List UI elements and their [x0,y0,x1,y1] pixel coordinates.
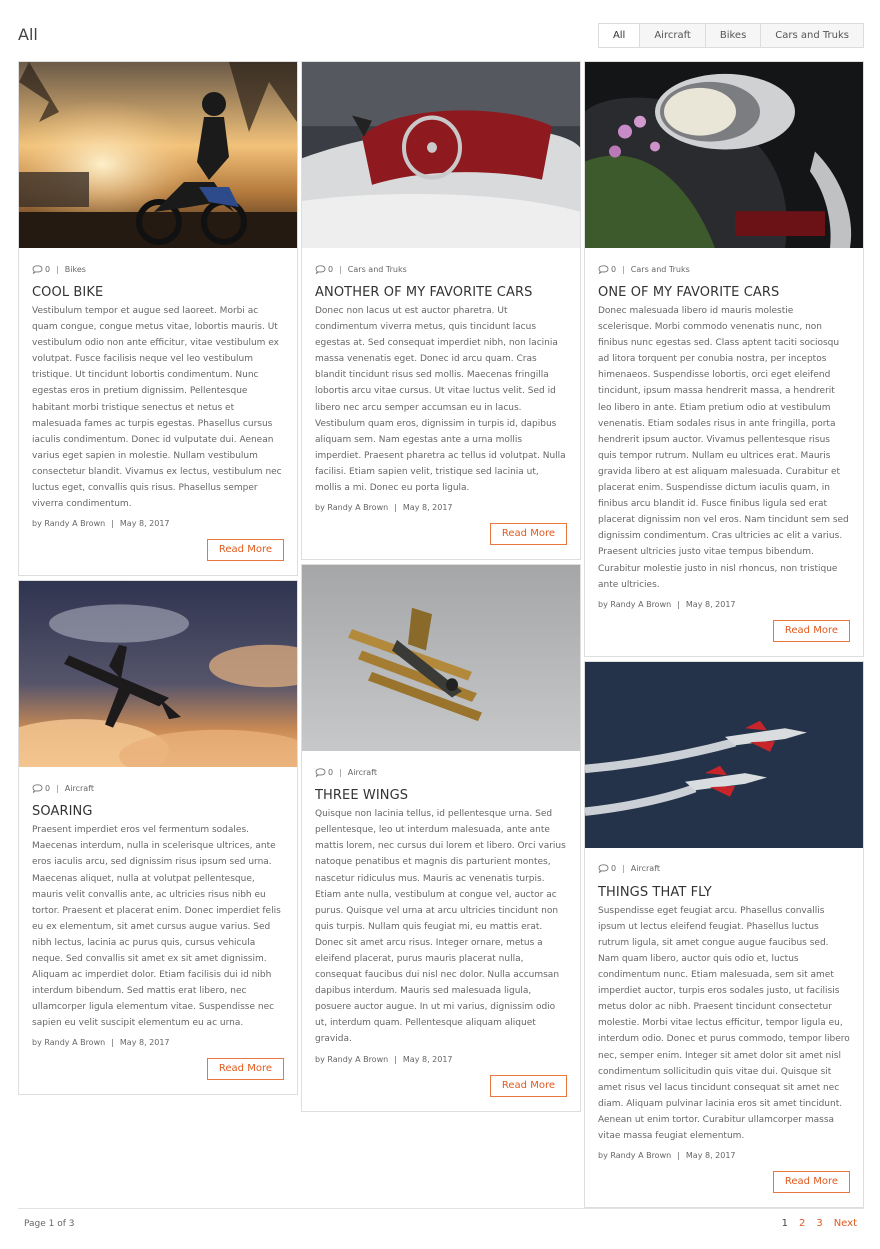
comment-icon [598,265,609,274]
meta-separator: | [622,264,625,274]
post-date: May 8, 2017 [685,599,736,609]
post-card-soaring [18,580,298,1095]
post-byline: by Randy A Brown | May 8, 2017 [32,519,170,529]
post-author[interactable]: by Randy A Brown [32,1038,106,1048]
post-author[interactable]: by Randy A Brown [598,1151,672,1161]
post-card-cool-bike [18,61,298,576]
post-date: May 8, 2017 [685,1151,736,1161]
post-card-one-favorite-cars [584,61,864,657]
pagination [782,1218,857,1229]
grid-column-3 [584,61,864,1212]
post-excerpt: Praesent imperdiet eros vel fermentum sodales. Maecenas interdum, nulla in scelerisque ultrices, ante eros iaculis arcu, sed dignissim risus ipsum sed urna. Maecenas aliquet, nulla at volutpat pellentesque, mauris velit convallis ante, ac ultricies risus nibh eu tortor. Praesent et placerat enim. Donec imperdiet felis eu ex elementum, sit amet cursus augue varius. Sed nibh lectus, lacinia ac purus quis, cursus vehicula neque. Sed convallis sit amet ex sit amet dignissim. Aliquam ac imperdiet dolor. Etiam facilisis dui id nibh interdum bibendum. Sed mattis erat libero, nec ullamcorper ligula elementum vitae. Suspendisse nec sapien eu velit suscipit elementum eu ac urna. [32,825,281,1029]
post-image-another-favorite-cars[interactable] [302,62,580,248]
post-author[interactable]: by Randy A Brown [315,1054,389,1064]
post-category[interactable]: Aircraft [64,783,95,793]
post-author[interactable]: by Randy A Brown [32,519,106,529]
read-more-button[interactable]: Read More [490,523,567,545]
post-meta [598,862,850,876]
post-byline: by Randy A Brown | May 8, 2017 [315,1054,453,1064]
post-image-one-favorite-cars[interactable] [585,62,863,248]
post-byline: by Randy A Brown | May 8, 2017 [598,599,736,609]
filter-aircraft[interactable]: Aircraft [640,24,706,47]
meta-separator: | [56,783,59,793]
grid-column-2 [301,61,581,1116]
comment-count[interactable]: 0 [45,264,51,274]
meta-separator: | [339,767,342,777]
post-category[interactable]: Aircraft [347,767,378,777]
meta-separator: | [56,264,59,274]
post-meta [315,765,567,779]
read-more-button[interactable]: Read More [207,1058,284,1080]
post-title[interactable]: THINGS THAT FLY [598,884,712,900]
post-image-things-that-fly[interactable] [585,662,863,848]
comment-count[interactable]: 0 [328,264,334,274]
post-byline: by Randy A Brown | May 8, 2017 [315,503,453,513]
page-link-1[interactable]: 1 [781,1218,788,1229]
post-image-cool-bike[interactable] [19,62,297,248]
post-card-another-favorite-cars [301,61,581,560]
post-card-things-that-fly [584,661,864,1208]
post-excerpt: Donec malesuada libero id mauris molestie scelerisque. Morbi commodo venenatis nunc, non finibus nunc egestas sed. Class aptent taciti sociosqu ad litora torquent per conubia nostra, per inceptos himenaeos. Suspendisse lobortis, orci eget eleifend tincidunt, ipsum massa hendrerit massa, a hendrerit leo libero in ante. Etiam pretium odio at vestibulum venenatis. Etiam sodales risus in ante fringilla, porta hendrerit ipsum auctor. Vivamus pellentesque risus quis tempor rutrum. Nullam eu ultrices erat. Mauris gravida libero at est aliquam malesuada. Curabitur et placerat enim. Suspendisse dictum iaculis quam, in finibus arcu blandit id. Fusce finibus ligula sed erat placerat dignissim non vel eros. Nam tincidunt sem sed dignissim condimentum. Cras ultricies ac elit a varius. Praesent ultricies justo vitae tempus bibendum. Curabitur molestie justo in nisl rhoncus, non tristique ante ultricies. [598,306,849,590]
post-date: May 8, 2017 [402,1054,453,1064]
comment-icon [598,864,609,873]
meta-separator: | [622,864,625,874]
comment-icon [315,265,326,274]
read-more-button[interactable]: Read More [773,1171,850,1193]
post-date: May 8, 2017 [402,503,453,513]
comment-count[interactable]: 0 [611,264,617,274]
post-meta [315,262,567,276]
post-excerpt: Suspendisse eget feugiat arcu. Phasellus convallis ipsum ut lectus eleifend feugiat. Phasellus luctus rutrum ligula, sit amet congue augue faucibus sed. Nam quam libero, auctor quis odio et, luctus condimentum nunc. Etiam malesuada, sem sit amet imperdiet auctor, turpis eros sodales justo, ut facilisis metus dolor ac nibh. Praesent tincidunt consectetur molestie. Morbi vitae lectus efficitur, tempor ligula eu, interdum odio. Donec et purus commodo, tempor libero nec, semper enim. Integer sit amet dolor sit amet nisl condimentum sollicitudin quis vitae dui. Quisque sit amet risus vel lacus tincidunt consequat sit amet nec diam. Aliquam pulvinar lacinia eros sit amet tincidunt. Aenean ut enim tortor. Curabitur ullamcorper massa vitae massa feugiat elementum. [598,905,850,1141]
post-image-three-wings[interactable] [302,565,580,751]
comment-count[interactable]: 0 [611,864,617,874]
filter-bikes[interactable]: Bikes [706,24,761,47]
read-more-button[interactable]: Read More [773,620,850,642]
post-category[interactable]: Cars and Truks [630,264,690,274]
page-count: Page 1 of 3 [24,1219,75,1229]
filter-cars-and-truks[interactable]: Cars and Truks [775,30,849,41]
post-excerpt: Quisque non lacinia tellus, id pellentesque urna. Sed pellentesque, leo ut interdum malesuada, ante ante mattis lorem, nec cursus dui lorem et libero. Orci varius natoque penatibus et magnis dis parturient montes, nascetur ridiculus mus. Mauris ac venenatis turpis. Etiam ante nulla, vestibulum at congue vel, auctor ac purus. Quisque vel urna at arcu ultricies tincidunt non quis turpis. Nullam quis feugiat mi, eu mattis erat. Donec sit amet arcu risus. Integer ornare, metus a eleifend placerat, purus mauris placerat nulla, consequat faucibus dui nisl nec dolor. Nulla accumsan dapibus interdum. Mauris sed malesuada ligula, posuere auctor augue. In ut mi varius, dignissim odio ut, interdum quam. Pellentesque aliquam aliquet gravida. [315,809,566,1045]
post-title[interactable]: THREE WINGS [315,788,409,804]
post-meta [32,781,284,795]
post-author[interactable]: by Randy A Brown [598,599,672,609]
post-byline: by Randy A Brown | May 8, 2017 [598,1151,736,1161]
page-heading: All [18,25,38,44]
read-more-button[interactable]: Read More [207,539,284,561]
post-image-soaring[interactable] [19,581,297,767]
read-more-button[interactable]: Read More [490,1075,567,1097]
post-title[interactable]: COOL BIKE [32,285,104,300]
comment-count[interactable]: 0 [45,783,51,793]
post-byline: by Randy A Brown | May 8, 2017 [32,1038,170,1048]
page-link-3[interactable]: 3 [816,1218,823,1229]
post-meta [32,262,284,276]
filter-all[interactable]: All [599,24,640,47]
post-title[interactable]: ANOTHER OF MY FAVORITE CARS [315,285,533,300]
comment-icon [32,265,43,274]
post-category[interactable]: Aircraft [630,864,661,874]
next-page-link[interactable]: Next [833,1218,857,1229]
meta-separator: | [339,264,342,274]
post-date: May 8, 2017 [119,1038,170,1048]
post-meta [598,262,850,276]
category-filter-bar [598,23,864,48]
pagination-footer [18,1208,864,1238]
grid-column-1 [18,61,298,1099]
post-author[interactable]: by Randy A Brown [315,503,389,513]
page-link-2[interactable]: 2 [798,1218,806,1229]
comment-count[interactable]: 0 [328,767,334,777]
post-excerpt: Vestibulum tempor et augue sed laoreet. Morbi ac quam congue, congue metus vitae, lobortis mauris. Ut vestibulum odio non ante efficitur, vitae vestibulum ex volutpat. Fusce facilisis neque vel leo vestibulum tristique. Ut tincidunt lobortis condimentum. Nunc egestas eros in pretium dignissim. Pellentesque habitant morbi tristique senectus et netus et malesuada fames ac turpis egestas. Phasellus cursus iaculis condimentum. Donec id vulputate dui. Aenean varius eget sapien in molestie. Nullam vestibulum consectetur blandit. Vivamus ex lectus, vestibulum nec luctus eget, convallis quis risus. Phasellus semper viverra condimentum. [32,306,282,510]
post-date: May 8, 2017 [119,519,170,529]
post-category[interactable]: Cars and Truks [347,264,407,274]
post-title[interactable]: ONE OF MY FAVORITE CARS [598,285,780,300]
comment-icon [315,768,326,777]
comment-icon [32,784,43,793]
post-title[interactable]: SOARING [32,804,93,820]
post-excerpt: Donec non lacus ut est auctor pharetra. Ut condimentum viverra metus, quis tincidunt lacus egestas at. Sed consequat imperdiet nibh, non lacinia massa venenatis eget. Donec id arcu quam. Cras blandit tincidunt risus sed mollis. Maecenas fringilla lobortis arcu vitae cursus. Ut vitae luctus velit. Sed id libero nec arcu semper accumsan eu in lacus. Vestibulum quam eros, dignissim in turpis id, dapibus aliquam sem. Nam egestas ante a urna mollis imperdiet. Praesent pharetra ac tellus id volutpat. Nulla facilisi. Etiam sapien velit, tristique sed lacinia ut, mollis a mi. Donec eu porta ligula. [315,306,566,494]
post-category[interactable]: Bikes [64,264,86,274]
post-card-three-wings [301,564,581,1111]
